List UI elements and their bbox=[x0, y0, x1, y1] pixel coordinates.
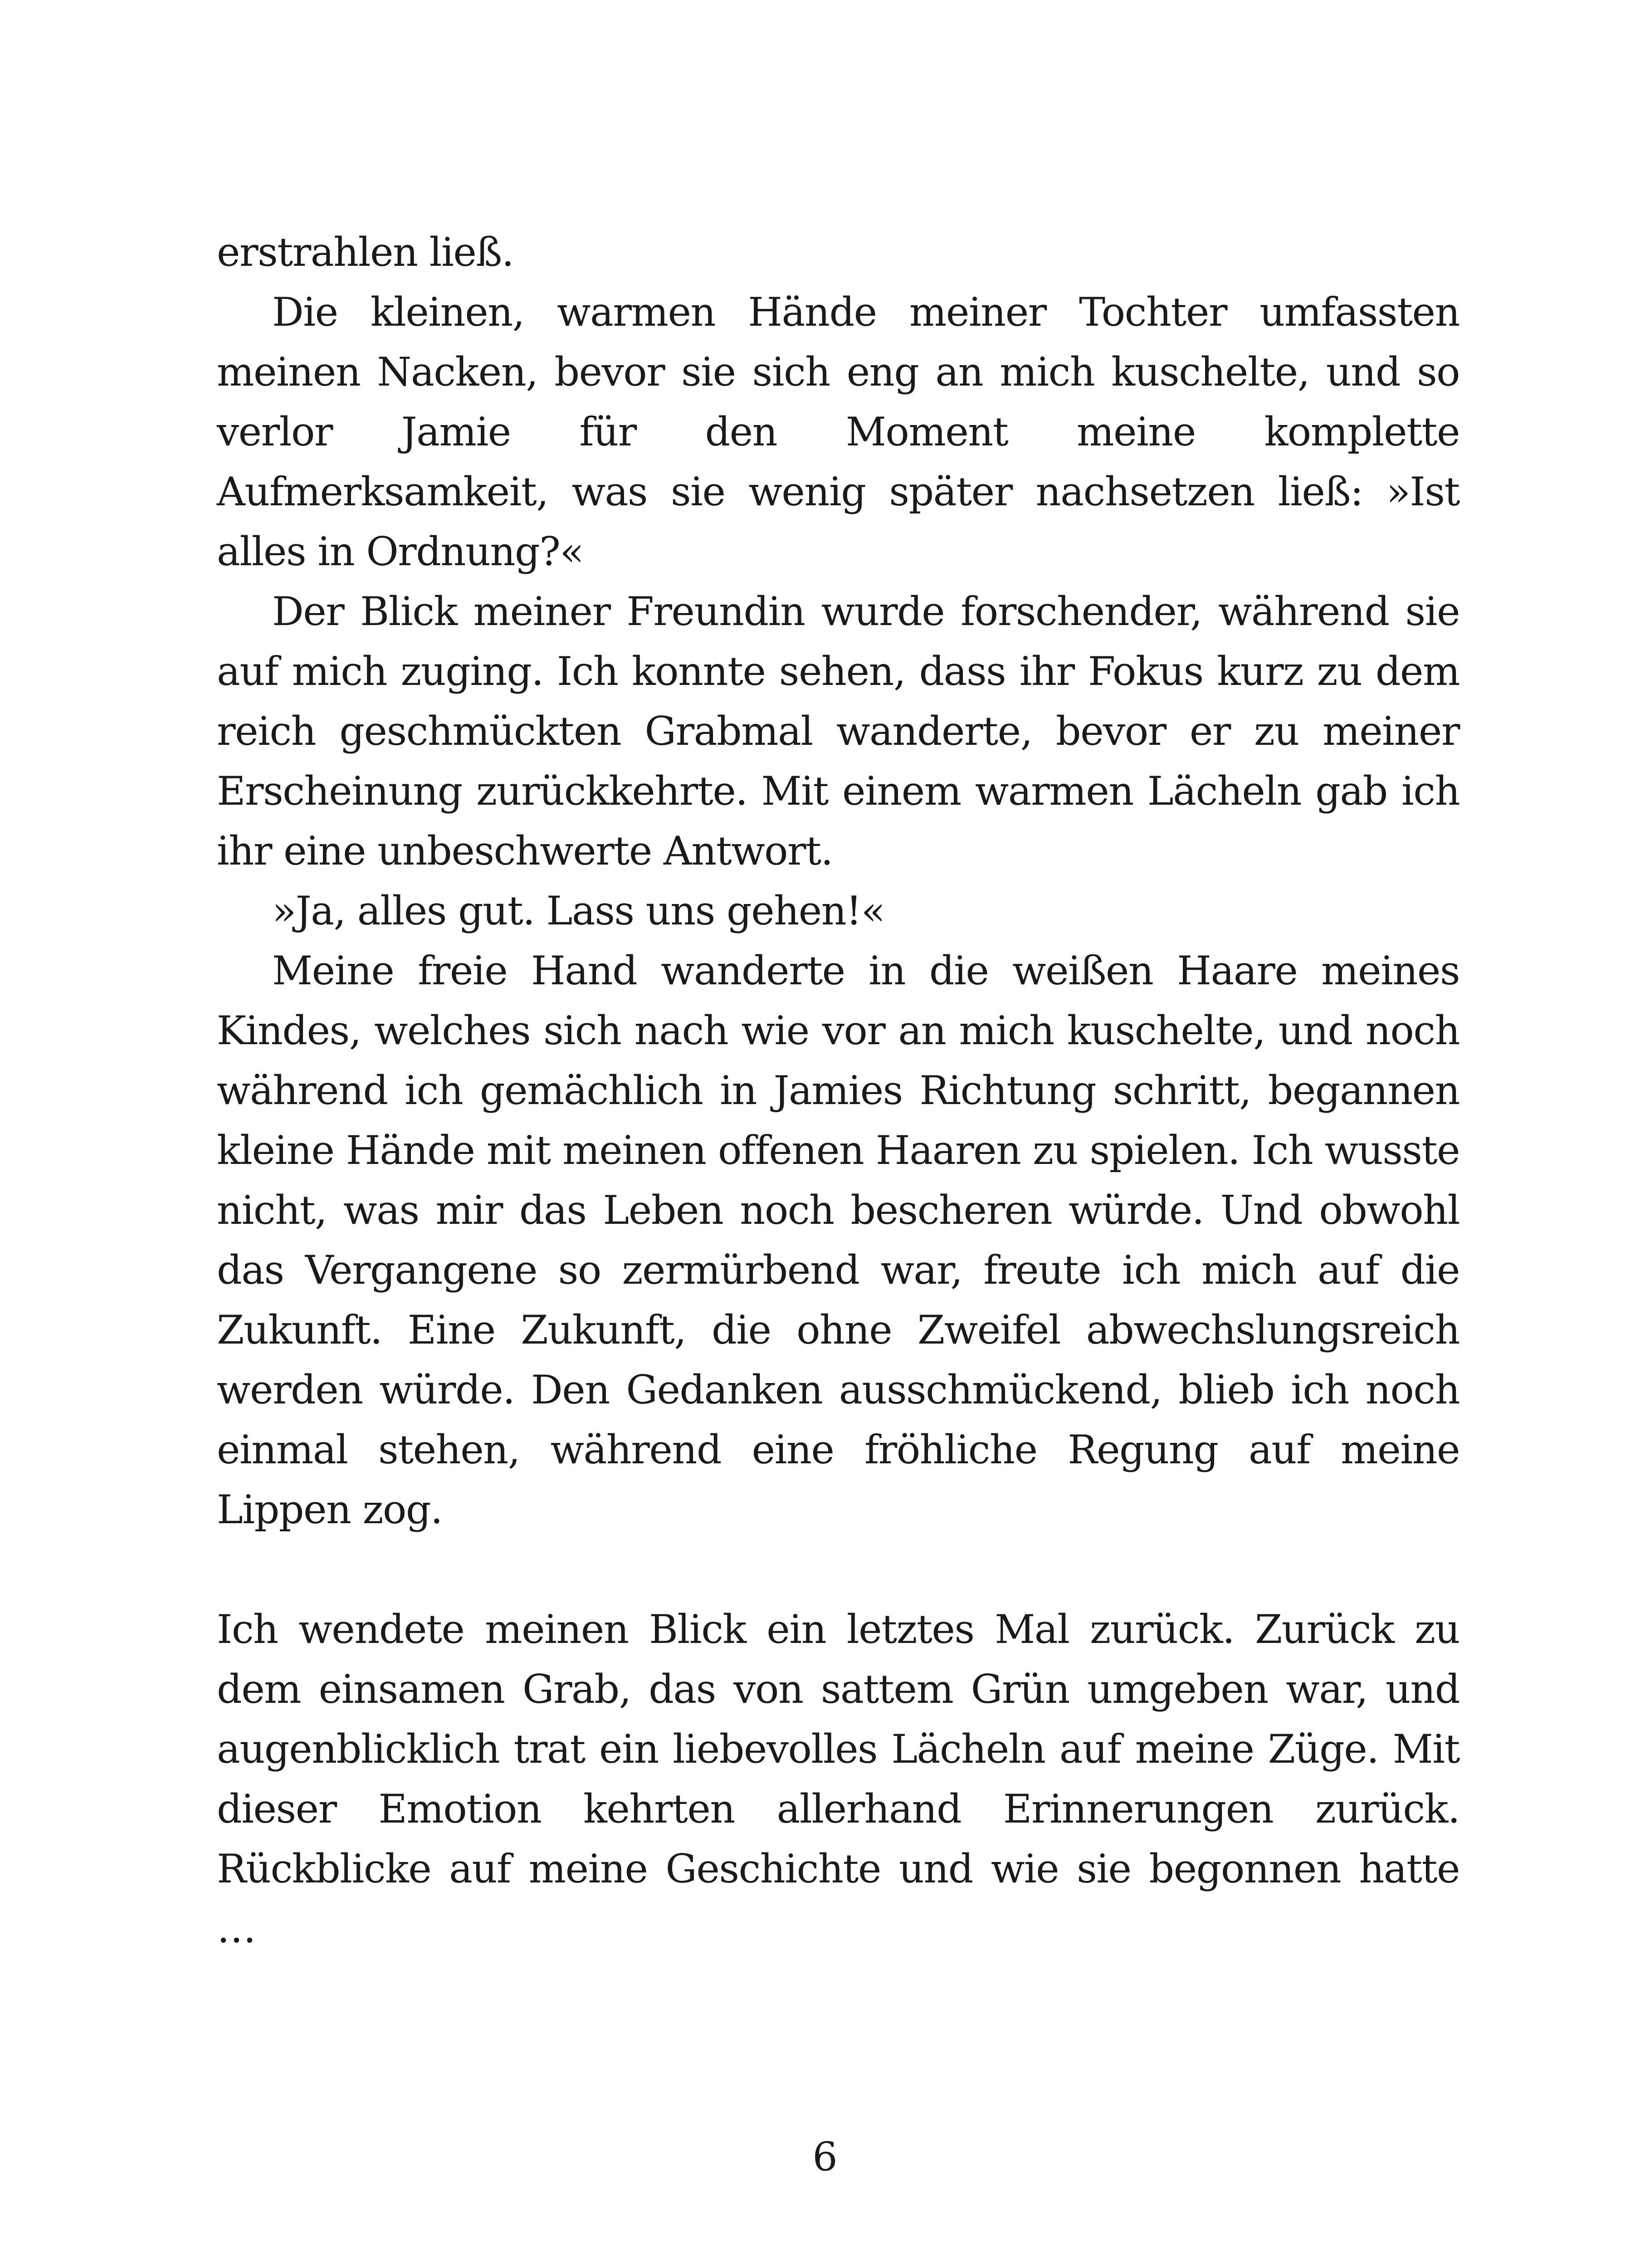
paragraph-continuation: erstrahlen ließ. bbox=[217, 229, 514, 275]
paragraph-dialogue: »Ja, alles gut. Lass uns gehen!« bbox=[272, 888, 885, 934]
paragraph-last-look: Ich wendete meinen Blick ein letztes Mal zurück. Zurück zu dem einsamen Grab, das von sattem Grün umgeben war, und augenblicklich trat ein liebevolles Lächeln auf meine Züge. Mit dieser Emotion kehrten allerhand Erinnerungen zurück. Rückblicke auf meine Geschichte und wie sie begonnen hatte … bbox=[217, 1606, 1460, 1952]
body-text bbox=[217, 222, 1460, 1959]
page-number: 6 bbox=[812, 2134, 838, 2180]
paragraph-future: Meine freie Hand wanderte in die weißen Haare meines Kindes, welches sich nach wie vor an mich kuschelte, und noch während ich gemächlich in Jamies Richtung schritt, begannen kleine Hände mit meinen offenen Haaren zu spielen. Ich wusste nicht, was mir das Leben noch bescheren würde. Und obwohl das Vergangene so zermürbend war, freute ich mich auf die Zukunft. Eine Zukunft, die ohne Zweifel abwechslungsreich werden würde. Den Gedanken ausschmückend, blieb ich noch einmal stehen, während eine fröhliche Regung auf meine Lippen zog. bbox=[217, 948, 1460, 1533]
paragraph-daughter-hands: Die kleinen, warmen Hände meiner Tochter umfassten meinen Nacken, bevor sie sich eng an mich kuschelte, und so verlor Jamie für den Moment meine komplette Aufmerksamkeit, was sie wenig später nachsetzen ließ: »Ist alles in Ordnung?« bbox=[217, 289, 1460, 575]
paragraph-friend-gaze: Der Blick meiner Freundin wurde forschender, während sie auf mich zuging. Ich konnte sehen, dass ihr Fokus kurz zu dem reich geschmückten Grabmal wanderte, bevor er zu meiner Erscheinung zurückkehrte. Mit einem warmen Lächeln gab ich ihr eine unbeschwerte Antwort. bbox=[217, 588, 1460, 874]
